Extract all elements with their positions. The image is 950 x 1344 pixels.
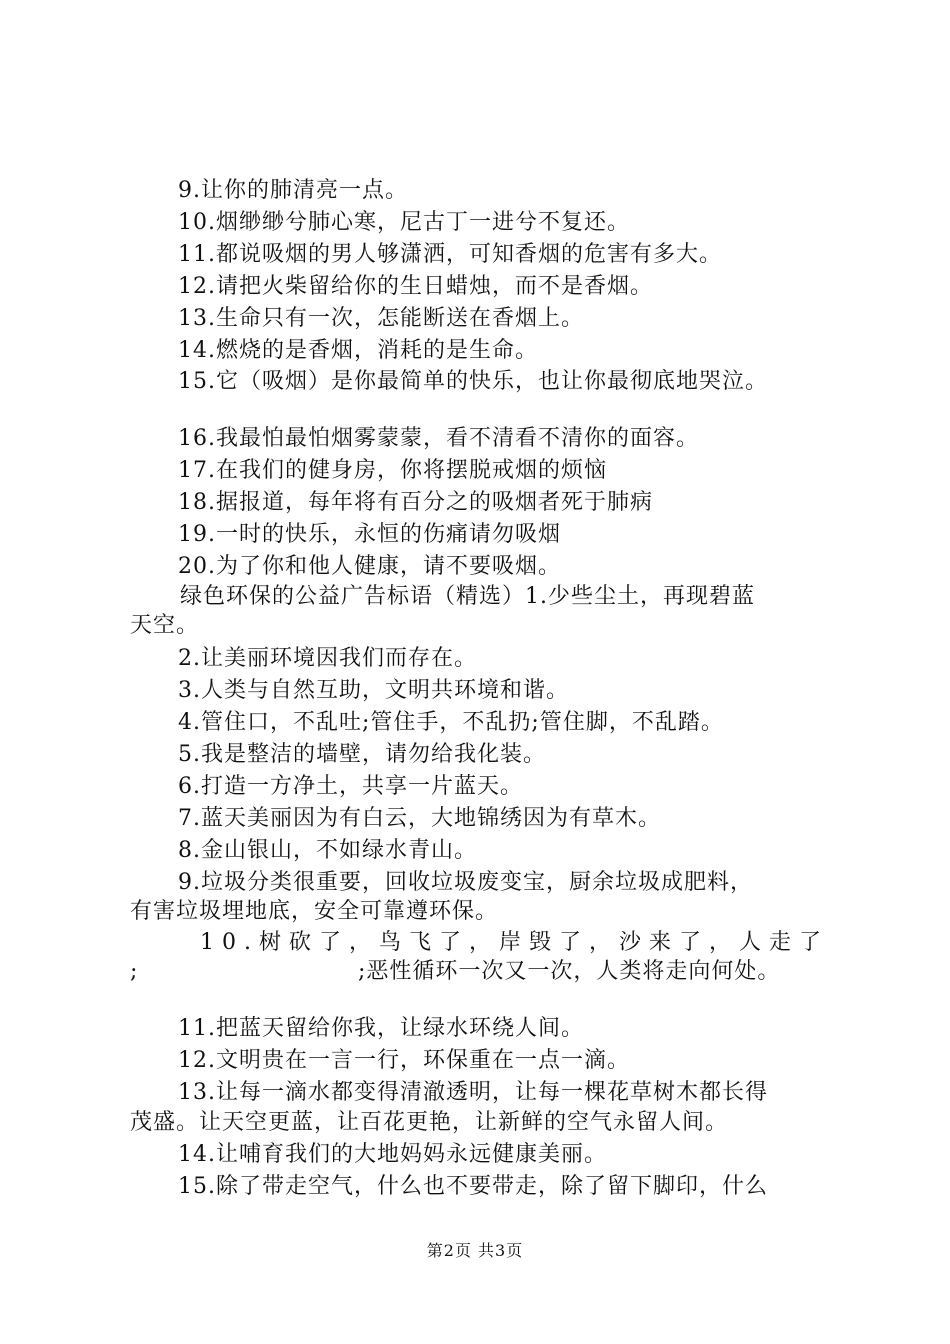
text-line: 4.管住口，不乱吐;管住手，不乱扔;管住脚，不乱踏。 [178,710,724,735]
text-line: 天空。 [130,613,200,638]
text-line: 10.烟缈缈兮肺心寒，尼古丁一进兮不复还。 [178,210,630,235]
text-line: 3.人类与自然互助，文明共环境和谐。 [178,678,569,703]
text-line: 2.让美丽环境因我们而存在。 [178,646,477,671]
section-heading-line: 绿色环保的公益广告标语（精选）1.少些尘土，再现碧蓝 [180,584,755,609]
page-number-footer: 第2页 共3页 [426,1241,524,1260]
text-line: 12.请把火柴留给你的生日蜡烛，而不是香烟。 [178,274,653,299]
text-line: ;恶性循环一次又一次，人类将走向何处。 [358,959,781,984]
text-line: 13.生命只有一次，怎能断送在香烟上。 [178,306,584,331]
text-line: 9.垃圾分类很重要，回收垃圾废变宝，厨余垃圾成肥料， [178,870,753,895]
text-line: ; [130,959,139,984]
text-line: 16.我最怕最怕烟雾蒙蒙，看不清看不清你的面容。 [178,426,699,451]
text-line: 12.文明贵在一言一行，环保重在一点一滴。 [178,1048,630,1073]
text-line: 15.它（吸烟）是你最简单的快乐，也让你最彻底地哭泣。 [178,369,768,394]
text-line: 15.除了带走空气，什么也不要带走，除了留下脚印，什么 [178,1174,768,1199]
text-line: 8.金山银山，不如绿水青山。 [178,838,477,863]
text-line: 17.在我们的健身房，你将摆脱戒烟的烦恼 [178,458,607,483]
text-line: 茂盛。让天空更蓝，让百花更艳，让新鲜的空气永留人间。 [130,1110,729,1135]
text-line: 6.打造一方净土，共享一片蓝天。 [178,774,523,799]
text-line: 11.都说吸烟的男人够潇洒，可知香烟的危害有多大。 [178,242,722,267]
text-line: 14.让哺育我们的大地妈妈永远健康美丽。 [178,1142,607,1167]
text-line: 19.一时的快乐，永恒的伤痛请勿吸烟 [178,522,561,547]
text-line: 有害垃圾埋地底，安全可靠遵环保。 [130,899,499,924]
text-line: 20.为了你和他人健康，请不要吸烟。 [178,554,561,579]
text-line: 10.树砍了，鸟飞了，岸毁了，沙来了，人走了 [200,930,829,955]
text-line: 9.让你的肺清亮一点。 [178,178,408,203]
text-line: 7.蓝天美丽因为有白云，大地锦绣因为有草木。 [178,806,661,831]
text-line: 14.燃烧的是香烟，消耗的是生命。 [178,338,538,363]
text-line: 5.我是整洁的墙壁，请勿给我化装。 [178,742,546,767]
text-line: 11.把蓝天留给你我，让绿水环绕人间。 [178,1016,584,1041]
text-line: 18.据报道，每年将有百分之的吸烟者死于肺病 [178,490,653,515]
text-line: 13.让每一滴水都变得清澈透明，让每一棵花草树木都长得 [178,1080,768,1105]
